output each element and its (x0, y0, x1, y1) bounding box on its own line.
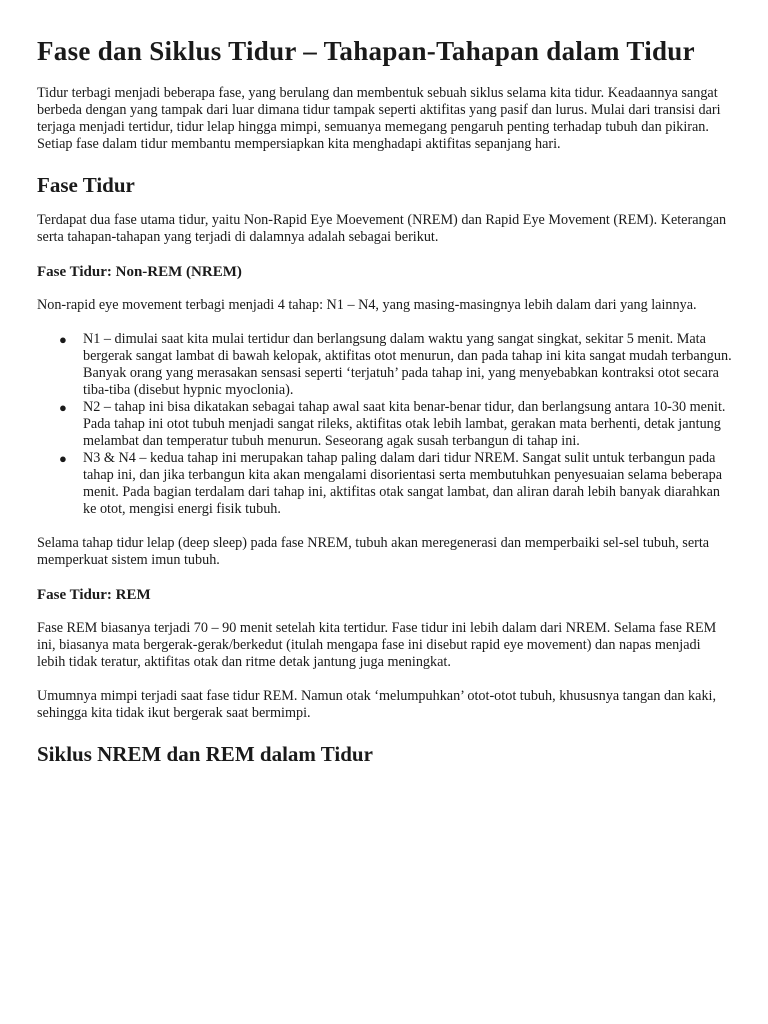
nrem-intro-paragraph: Non-rapid eye movement terbagi menjadi 4 tahap: N1 – N4, yang masing-masingnya lebih dalam dari yang lainnya. (37, 297, 697, 313)
list-item (59, 399, 732, 450)
fase-tidur-paragraph: Terdapat dua fase utama tidur, yaitu Non-Rapid Eye Moevement (NREM) dan Rapid Eye Movement (REM). Keterangan serta tahapan-tahapan yang terjadi di dalamnya adalah sebagai berikut. (37, 212, 727, 245)
heading-rem: Fase Tidur: REM (37, 587, 151, 603)
list-item-text: N1 – dimulai saat kita mulai tertidur dan berlangsung dalam waktu yang sangat singkat, sekitar 5 menit. Mata bergerak sangat lambat di bawah kelopak, aktifitas otot menurun, dan pada tahap ini kita sangat mudah terbangun. Banyak orang yang merasakan sensasi seperti ‘terjatuh’ pada tahap ini, yang menyebabkan kontraksi otot secara tiba-tiba (disebut hypnic myoclonia). (83, 331, 732, 398)
bullet-icon: ● (59, 400, 67, 415)
list-item-text: N3 & N4 – kedua tahap ini merupakan tahap paling dalam dari tidur NREM. Sangat sulit untuk terbangun pada tahap ini, dan jika terbangun kita akan mengalami disorientasi serta membutuhkan penyesuaian selama beberapa menit. Pada bagian terdalam dari tahap ini, aktifitas otak sangat lambat, dan aliran darah lebih banyak diarahkan ke otot, mengisi energi fisik tubuh. (83, 450, 722, 517)
nrem-stage-list (37, 331, 732, 518)
rem-paragraph-2: Umumnya mimpi terjadi saat fase tidur REM. Namun otak ‘melumpuhkan’ otot-otot tubuh, khususnya tangan dan kaki, sehingga kita tidak ikut bergerak saat bermimpi. (37, 688, 717, 721)
page-title: Fase dan Siklus Tidur – Tahapan-Tahapan dalam Tidur (37, 36, 695, 66)
heading-siklus: Siklus NREM dan REM dalam Tidur (37, 742, 373, 766)
heading-fase-tidur: Fase Tidur (37, 173, 135, 197)
bullet-icon: ● (59, 332, 67, 347)
list-item (59, 331, 732, 399)
list-item (59, 450, 732, 518)
list-item-text: N2 – tahap ini bisa dikatakan sebagai tahap awal saat kita benar-benar tidur, dan berlangsung antara 10-30 menit. Pada tahap ini otot tubuh menjadi sangat rileks, aktifitas otak lebih lambat, gerakan mata berhenti, detak jantung melambat dan temperatur tubuh menurun. Seseorang agak susah terbangun di tahap ini. (83, 399, 726, 449)
heading-nrem: Fase Tidur: Non-REM (NREM) (37, 264, 242, 280)
intro-paragraph: Tidur terbagi menjadi beberapa fase, yang berulang dan membentuk sebuah siklus selama kita tidur. Keadaannya sangat berbeda dengan yang tampak dari luar dimana tidur tampak seperti aktifitas yang pasif dan lurus. Mulai dari transisi dari terjaga menjadi tertidur, tidur lelap hingga mimpi, semuanya memegang pengaruh penting terhadap tubuh dan pikiran. Setiap fase dalam tidur membantu mempersiapkan kita menghadapi aktifitas sepanjang hari. (37, 85, 721, 152)
bullet-icon: ● (59, 451, 67, 466)
rem-paragraph-1: Fase REM biasanya terjadi 70 – 90 menit setelah kita tertidur. Fase tidur ini lebih dalam dari NREM. Selama fase REM ini, biasanya mata bergerak-gerak/berkedut (itulah mengapa fase ini disebut rapid eye movement) dan napas menjadi lebih tidak teratur, aktifitas otak dan ritme detak jantung juga meningkat. (37, 620, 717, 670)
nrem-closing-paragraph: Selama tahap tidur lelap (deep sleep) pada fase NREM, tubuh akan meregenerasi dan memperbaiki sel-sel tubuh, serta memperkuat sistem imun tubuh. (37, 535, 710, 568)
